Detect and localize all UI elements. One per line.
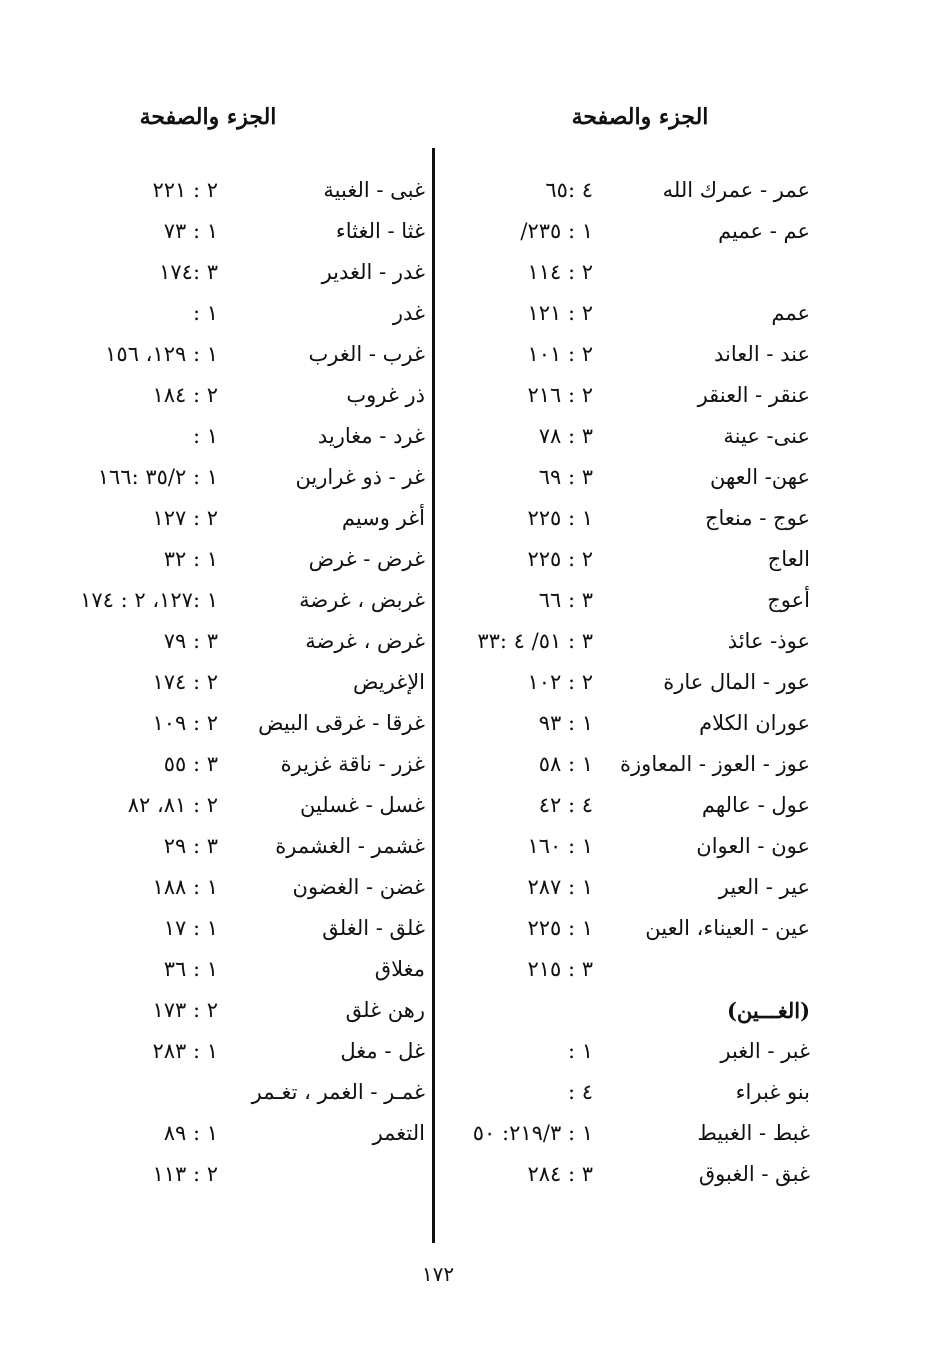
- entry-term: غلق - الغلق: [322, 916, 425, 940]
- entry-term: غل - مغل: [340, 1039, 425, 1063]
- entry-reference: ٣ : ٢٩: [163, 834, 218, 858]
- index-entry: [20, 1074, 430, 1115]
- entry-term: مغلاق: [374, 957, 425, 981]
- entry-term: عمر - عمرك الله: [662, 178, 810, 202]
- entry-term: غدر: [392, 301, 425, 325]
- entry-reference: ٢ : ١٨٤: [152, 383, 218, 407]
- entry-reference: ٤ : ٤٢: [538, 793, 593, 817]
- entry-reference: ١ : ٧٣: [163, 219, 218, 243]
- index-entry: [20, 664, 430, 705]
- index-entry: [20, 500, 430, 541]
- entry-term: عوز - العوز - المعاوزة: [620, 752, 810, 776]
- entry-term: العاج: [767, 547, 810, 571]
- section-heading: (الغـــين): [726, 998, 810, 1023]
- index-entry: [20, 254, 430, 295]
- entry-term: رهن غلق: [345, 998, 425, 1022]
- entry-reference: ١ : ٣٥/٢ :١٦٦: [97, 465, 218, 489]
- entry-term: غرقا - غرقى البيض: [258, 711, 425, 735]
- entry-term: غدر - الغدير: [321, 260, 425, 284]
- index-entry: [445, 951, 815, 992]
- entry-term: عوج - منعاج: [704, 506, 810, 530]
- entry-term: غزر - ناقة غزيرة: [280, 752, 425, 776]
- entry-reference: ١ : ١٨٨: [152, 875, 218, 899]
- entry-reference: ١ : ٣٢: [163, 547, 218, 571]
- entry-term: غرض - غرض: [308, 547, 425, 571]
- entry-reference: ٢ : ١٢١: [527, 301, 593, 325]
- entry-reference: ٢ : ٢٢٥: [527, 547, 593, 571]
- entry-reference: ٢ : ١١٣: [152, 1162, 218, 1186]
- entry-term: غمـر - الغمر ، تغـمر: [251, 1080, 425, 1104]
- entry-term: عنقر - العنقر: [697, 383, 810, 407]
- index-entry: [20, 705, 430, 746]
- index-entry: [445, 213, 815, 254]
- entry-reference: ٢ : ١٧٣: [152, 998, 218, 1022]
- entry-term: عين - العيناء، العين: [645, 916, 810, 940]
- page-number: ١٧٢: [421, 1262, 455, 1286]
- entry-reference: ١ : ٩٣: [538, 711, 593, 735]
- entry-reference: ١ :١٢٧، ٢ : ١٧٤: [80, 588, 218, 612]
- entry-reference: ٢ : ٨١، ٨٢: [127, 793, 218, 817]
- entry-term: غرب - الغرب: [308, 342, 425, 366]
- entry-reference: ١ : ٥٨: [538, 752, 593, 776]
- index-entry: [445, 664, 815, 705]
- entry-term: غبق - الغبوق: [698, 1162, 810, 1186]
- entry-reference: ٣ : ٧٩: [163, 629, 218, 653]
- index-entry: [20, 828, 430, 869]
- entry-reference: ٣ :١٧٤: [159, 260, 218, 284]
- entry-term: أعوج: [767, 588, 810, 612]
- entry-reference: ٢ : ١٢٧: [152, 506, 218, 530]
- entry-reference: ١ : ٢١٩/٣: ٥٠: [472, 1121, 593, 1145]
- index-entry: [20, 1156, 430, 1197]
- index-entry: [445, 295, 815, 336]
- entry-reference: ٢ : ١٠١: [527, 342, 593, 366]
- index-entry: [445, 705, 815, 746]
- entry-reference: ١ : ١٦٠: [527, 834, 593, 858]
- entry-reference: ٣ : ٧٨: [538, 424, 593, 448]
- index-entry: [20, 541, 430, 582]
- index-entry: [445, 1033, 815, 1074]
- entry-term: غشمر - الغشمرة: [275, 834, 425, 858]
- index-entry: [445, 336, 815, 377]
- entry-term: عون - العوان: [696, 834, 810, 858]
- entry-reference: ٢ : ١٧٤: [152, 670, 218, 694]
- right-index-column: [445, 172, 815, 1197]
- index-entry: [445, 541, 815, 582]
- entry-reference: ١ :: [192, 424, 218, 448]
- entry-term: غثا - الغثاء: [335, 219, 425, 243]
- index-entry: [445, 1074, 815, 1115]
- entry-term: بنو غبراء: [735, 1080, 810, 1104]
- entry-reference: ٣ : ٥٥: [163, 752, 218, 776]
- index-entry: [20, 623, 430, 664]
- entry-reference: ٢ : ١١٤: [527, 260, 593, 284]
- entry-reference: ٣ : ٥١/ ٤ :٣٣: [477, 629, 593, 653]
- index-entry: [20, 787, 430, 828]
- index-entry: [20, 213, 430, 254]
- entry-term: عوران الكلام: [699, 711, 810, 735]
- entry-term: ذر غروب: [346, 383, 425, 407]
- entry-term: عند - العاند: [714, 342, 810, 366]
- index-entry: [445, 418, 815, 459]
- entry-reference: ٢ : ١٠٩: [152, 711, 218, 735]
- entry-reference: ٢ : ٢٢١: [152, 178, 218, 202]
- index-entry: [20, 910, 430, 951]
- index-entry: [20, 418, 430, 459]
- entry-reference: ١ : ٢٢٥: [527, 506, 593, 530]
- index-entry: [445, 787, 815, 828]
- index-entry: [445, 828, 815, 869]
- right-column-header: الجزء والصفحة: [571, 104, 709, 130]
- entry-term: غبط - الغبيط: [697, 1121, 810, 1145]
- entry-reference: ٣ : ٦٩: [538, 465, 593, 489]
- entry-reference: ١ : ٨٩: [163, 1121, 218, 1145]
- entry-term: غرد - مغاريد: [317, 424, 425, 448]
- index-entry: [20, 336, 430, 377]
- index-entry: [20, 459, 430, 500]
- index-entry: [445, 377, 815, 418]
- entry-reference: ١ :: [567, 1039, 593, 1063]
- entry-term: عير - العير: [718, 875, 810, 899]
- entry-term: غبى - الغبية: [323, 178, 425, 202]
- index-entry: [20, 295, 430, 336]
- index-entry: [445, 992, 815, 1033]
- entry-term: غضن - الغضون: [292, 875, 425, 899]
- index-entry: [445, 1156, 815, 1197]
- entry-reference: ٤ :٦٥: [545, 178, 593, 202]
- entry-term: غبر - الغبر: [720, 1039, 810, 1063]
- entry-term: غربض ، غرضة: [299, 588, 425, 612]
- entry-term: عول - عالهم: [701, 793, 810, 817]
- entry-reference: ١ : ١٧: [163, 916, 218, 940]
- index-entry: [445, 910, 815, 951]
- entry-reference: ١ :: [192, 301, 218, 325]
- index-entry: [20, 1033, 430, 1074]
- entry-term: غسل - غسلين: [299, 793, 425, 817]
- entry-reference: ١ : ٢٣٥/: [520, 219, 593, 243]
- index-entry: [20, 992, 430, 1033]
- entry-term: عمم: [771, 301, 810, 325]
- index-entry: [20, 582, 430, 623]
- column-divider: [432, 148, 435, 1243]
- index-entry: [445, 582, 815, 623]
- entry-reference: ٤ :: [567, 1080, 593, 1104]
- entry-reference: ٣ : ٢١٥: [527, 957, 593, 981]
- index-entry: [445, 746, 815, 787]
- entry-reference: ١ : ١٢٩، ١٥٦: [105, 342, 218, 366]
- entry-term: عم - عميم: [718, 219, 810, 243]
- index-entry: [445, 623, 815, 664]
- entry-reference: ٢ : ١٠٢: [527, 670, 593, 694]
- index-entry: [445, 869, 815, 910]
- entry-reference: ١ : ٢٢٥: [527, 916, 593, 940]
- entry-reference: ٢ : ٢١٦: [527, 383, 593, 407]
- entry-reference: ١ : ٢٨٣: [152, 1039, 218, 1063]
- entry-term: عهن- العهن: [710, 465, 810, 489]
- entry-term: عور - المال عارة: [663, 670, 810, 694]
- entry-term: الإغريض: [353, 670, 425, 694]
- left-column-header: الجزء والصفحة: [139, 104, 277, 130]
- index-entry: [445, 459, 815, 500]
- entry-reference: ٣ : ٦٦: [538, 588, 593, 612]
- entry-term: عوذ- عائذ: [727, 629, 810, 653]
- entry-reference: ١ : ٢٨٧: [527, 875, 593, 899]
- entry-reference: ٣ : ٢٨٤: [527, 1162, 593, 1186]
- index-entry: [20, 951, 430, 992]
- index-entry: [445, 500, 815, 541]
- left-index-column: [20, 172, 430, 1197]
- index-entry: [445, 1115, 815, 1156]
- entry-term: أغر وسيم: [341, 506, 425, 530]
- index-entry: [445, 172, 815, 213]
- index-entry: [20, 377, 430, 418]
- index-entry: [20, 746, 430, 787]
- index-entry: [20, 172, 430, 213]
- index-entry: [20, 869, 430, 910]
- entry-reference: ١ : ٣٦: [163, 957, 218, 981]
- entry-term: غر - ذو غرارين: [295, 465, 425, 489]
- entry-term: عنى- عينة: [723, 424, 810, 448]
- entry-term: غرض ، غرضة: [305, 629, 425, 653]
- index-entry: [445, 254, 815, 295]
- entry-term: التغمر: [372, 1121, 425, 1145]
- index-entry: [20, 1115, 430, 1156]
